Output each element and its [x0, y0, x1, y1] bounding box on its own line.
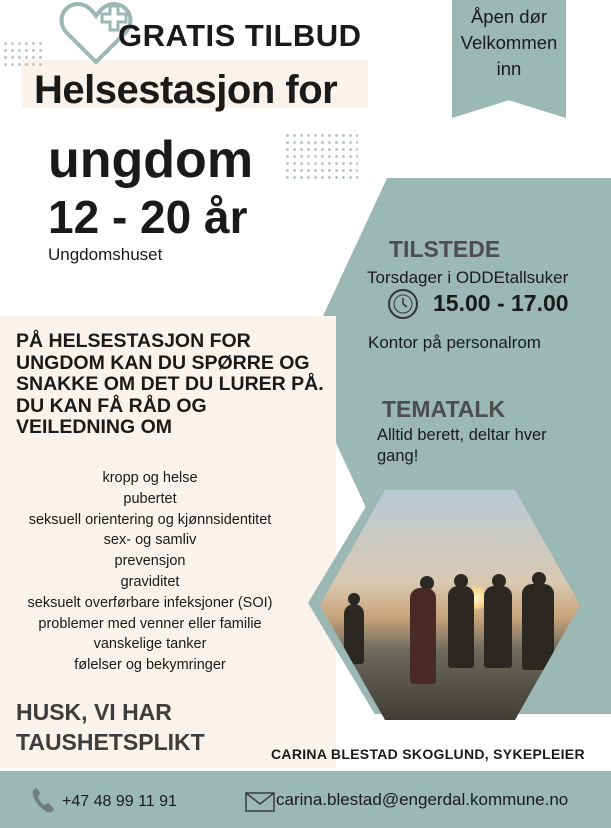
person-silhouette: [410, 588, 436, 684]
schedule-time: 15.00 - 17.00: [433, 290, 569, 316]
phone-number[interactable]: +47 48 99 11 91: [62, 793, 177, 810]
page-title-line2: ungdom: [48, 131, 254, 189]
schedule-heading: TILSTEDE: [389, 236, 501, 262]
person-silhouette: [484, 586, 512, 668]
banner-line: Velkommen: [460, 32, 558, 53]
list-item: problemer med venner eller familie: [38, 615, 262, 632]
mail-icon: [245, 792, 275, 812]
list-item: sex- og samliv: [103, 532, 197, 549]
tematalk-heading: TEMATALK: [382, 396, 506, 422]
person-silhouette: [448, 586, 474, 668]
page-title-line1: Helsestasjon for: [34, 68, 338, 112]
list-item: prevensjon: [114, 553, 186, 570]
banner-line: inn: [496, 58, 522, 79]
list-item: pubertet: [123, 490, 177, 507]
dots-decoration-mid: [284, 132, 358, 180]
list-item: vanskelige tanker: [93, 636, 207, 653]
confidentiality-reminder: HUSK, VI HAR TAUSHETSPLIKT: [16, 699, 205, 755]
phone-icon: [30, 786, 56, 814]
banner-line: Åpen dør: [470, 6, 548, 27]
list-item: seksuelt overførbare infeksjoner (SOI): [27, 594, 273, 611]
list-item: graviditet: [120, 573, 180, 590]
schedule-days: Torsdager i ODDEtallsuker: [367, 268, 569, 287]
dots-decoration-top: [2, 40, 46, 68]
schedule-place: Kontor på personalrom: [368, 333, 541, 352]
nurse-name: CARINA BLESTAD SKOGLUND, SYKEPLEIER: [271, 746, 585, 762]
list-item: seksuell orientering og kjønnsidentitet: [28, 511, 272, 528]
topics-list: [0, 468, 300, 676]
offer-label: GRATIS TILBUD: [118, 18, 362, 53]
list-item: følelser og bekymringer: [74, 657, 226, 674]
list-item: kropp og helse: [102, 470, 198, 486]
email-address[interactable]: carina.blestad@engerdal.kommune.no: [276, 790, 569, 809]
page-title-age: 12 - 20 år: [48, 191, 248, 243]
clock-icon: [388, 289, 418, 319]
tematalk-text: Alltid berett, deltar hver gang!: [377, 426, 547, 465]
venue-label: Ungdomshuset: [48, 245, 163, 264]
intro-text: PÅ HELSESTASJON FOR UNGDOM KAN DU SPØRRE OG SNAKKE OM DET DU LURER PÅ. DU KAN FÅ RÅD OG VEILEDNING OM: [16, 330, 324, 438]
welcome-banner-text: [452, 4, 566, 82]
person-silhouette: [522, 584, 554, 670]
